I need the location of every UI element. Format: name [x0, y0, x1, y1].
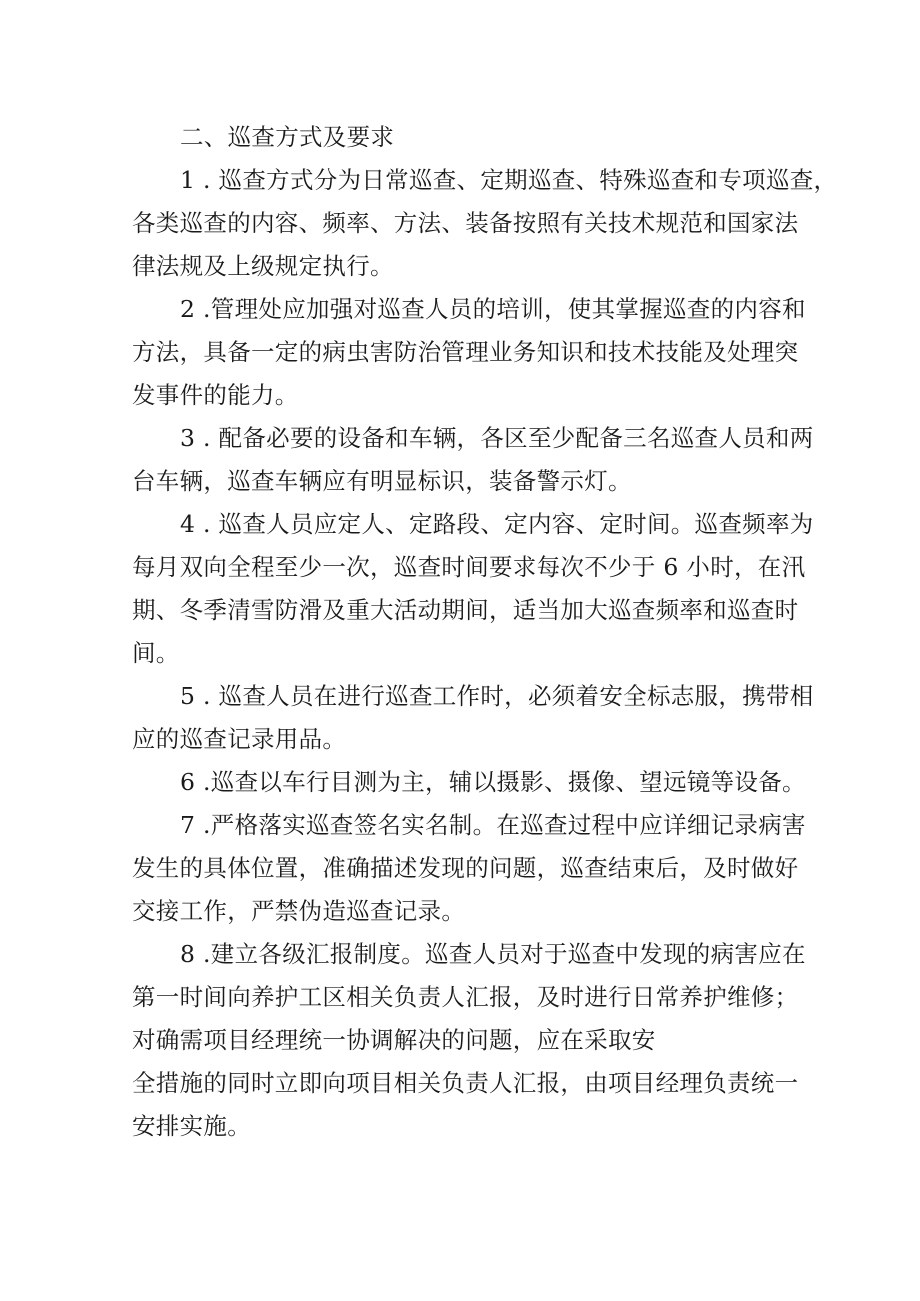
paragraph-7-line-1: 7 .严格落实巡查签名实名制。在巡查过程中应详细记录病害 — [180, 811, 806, 839]
paragraph-2-line-1: 2 .管理处应加强对巡查人员的培训，使其掌握巡查的内容和 — [180, 295, 806, 323]
section-heading: 二、巡查方式及要求 — [180, 123, 395, 151]
paragraph-8-line-1: 8 .建立各级汇报制度。巡查人员对于巡查中发现的病害应在 — [180, 940, 806, 968]
paragraph-8-line-2: 第一时间向养护工区相关负责人汇报，及时进行日常养护维修； — [132, 983, 799, 1011]
paragraph-3-line-2: 台车辆，巡查车辆应有明显标识，装备警示灯。 — [132, 467, 632, 495]
paragraph-7-line-2: 发生的具体位置，准确描述发现的问题，巡查结束后，及时做好 — [132, 854, 799, 882]
paragraph-7-line-3: 交接工作，严禁伪造巡查记录。 — [132, 897, 466, 925]
paragraph-1-line-1: 1 . 巡查方式分为日常巡查、定期巡查、特殊巡查和专项巡查， — [180, 166, 838, 194]
paragraph-5-line-1: 5 . 巡查人员在进行巡查工作时，必须着安全标志服，携带相 — [180, 682, 814, 710]
paragraph-4-line-4: 间。 — [132, 639, 180, 667]
paragraph-4-line-1: 4 . 巡查人员应定人、定路段、定内容、定时间。巡查频率为 — [180, 510, 814, 538]
paragraph-1-line-2: 各类巡查的内容、频率、方法、装备按照有关技术规范和国家法 — [132, 209, 799, 237]
paragraph-8-line-4: 全措施的同时立即向项目相关负责人汇报，由项目经理负责统一 — [132, 1069, 799, 1097]
paragraph-8-line-3: 对确需项目经理统一协调解决的问题，应在采取安 — [132, 1026, 656, 1054]
paragraph-4-line-3: 期、冬季清雪防滑及重大活动期间，适当加大巡查频率和巡查时 — [132, 596, 799, 624]
paragraph-8-line-5: 安排实施。 — [132, 1112, 251, 1140]
paragraph-4-line-2: 每月双向全程至少一次，巡查时间要求每次不少于 6 小时，在汛 — [132, 553, 806, 581]
paragraph-5-line-2: 应的巡查记录用品。 — [132, 725, 347, 753]
paragraph-1-line-3: 律法规及上级规定执行。 — [132, 252, 394, 280]
paragraph-6-line-1: 6 .巡查以车行目测为主，辅以摄影、摄像、望远镜等设备。 — [180, 768, 806, 796]
paragraph-3-line-1: 3 . 配备必要的设备和车辆，各区至少配备三名巡查人员和两 — [180, 424, 814, 452]
paragraph-2-line-2: 方法，具备一定的病虫害防治管理业务知识和技术技能及处理突 — [132, 338, 799, 366]
paragraph-2-line-3: 发事件的能力。 — [132, 381, 299, 409]
